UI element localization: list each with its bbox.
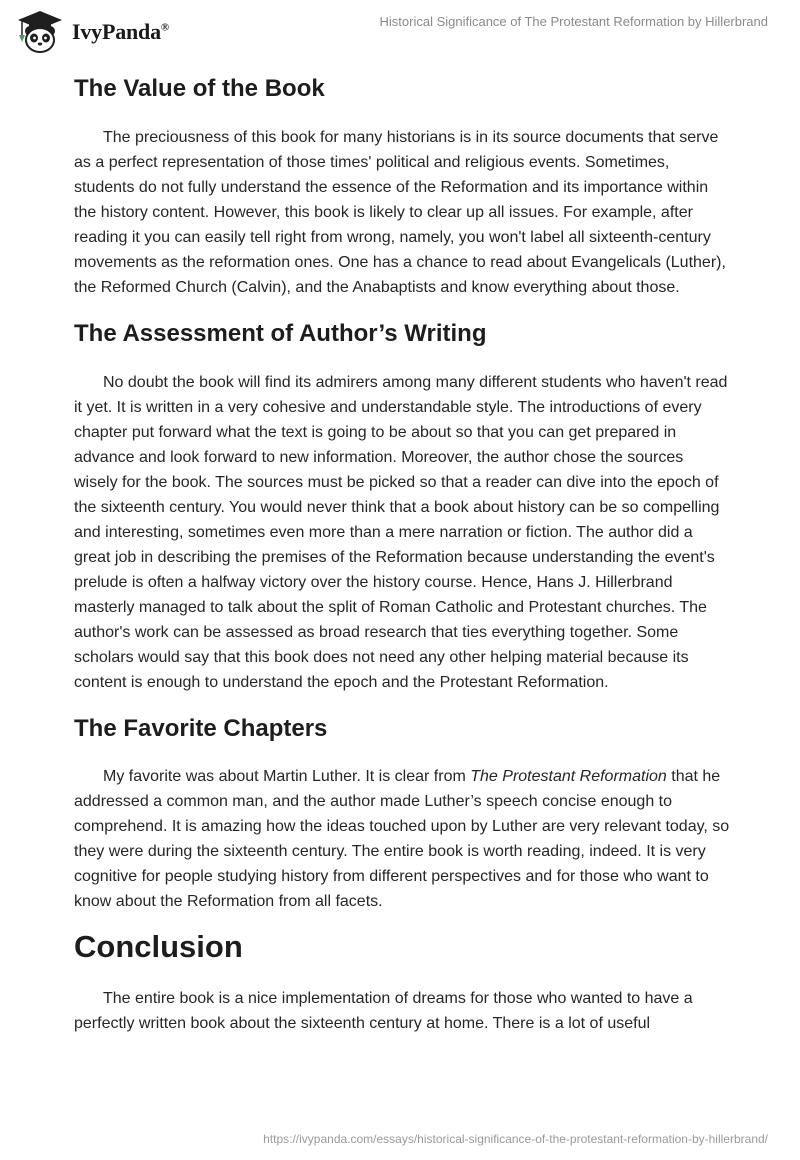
ivypanda-logo[interactable] bbox=[14, 9, 169, 55]
conclusion-heading: Conclusion bbox=[74, 929, 243, 964]
book-title: The Protestant Reformation bbox=[470, 768, 667, 785]
source-url[interactable]: https://ivypanda.com/essays/historical-significance-of-the-protestant-reformation-by-hillerbrand/ bbox=[263, 1132, 768, 1146]
section-value-of-book bbox=[74, 71, 730, 300]
document-title: Historical Significance of The Protestant Reformation by Hillerbrand bbox=[379, 14, 768, 29]
section-heading: The Value of the Book bbox=[74, 75, 325, 102]
section-conclusion bbox=[74, 926, 730, 1036]
essay-content bbox=[74, 70, 730, 1036]
section-paragraph: The preciousness of this book for many historians is in its source documents that serve as a perfect representation of those times' political and religious events. Sometimes, students do not fully understand the essence of the Reformation and its importance within the history content. However, this book is likely to clear up all issues. For example, after reading it you can easily tell right from wrong, namely, you won't label all sixteenth-century movements as the reformation ones. One has a chance to read about Evangelicals (Luther), the Reformed Church (Calvin), and the Anabaptists and know everything about those. bbox=[74, 129, 726, 296]
section-paragraph: The entire book is a nice implementation of dreams for those who wanted to have a perfectly written book about the sixteenth century at home. There is a lot of useful bbox=[74, 990, 693, 1032]
brand-name: IvyPanda® bbox=[72, 19, 169, 44]
section-paragraph: No doubt the book will find its admirers among many different students who haven't read it yet. It is written in a very cohesive and understandable style. The introductions of every chapter put forward what the text is going to be about so that you can get prepared in advance and look forward to new information. Moreover, the author chose the sources wisely for the book. The sources must be picked so that a reader can dive into the epoch of the sixteenth century. You would never think that a book about history can be so compelling and interesting, sometimes even more than a mere narration or fiction. The author did a great job in describing the premises of the Reformation because understanding the event's prelude is often a halfway victory over the history course. Hence, Hans J. Hillerbrand masterly managed to talk about the split of Roman Catholic and Protestant churches. The author's work can be assessed as broad research that ties everything together. Some scholars would say that this book does not need any other helping material because its content is enough to understand the epoch and the Protestant Reformation. bbox=[74, 374, 728, 691]
page-header bbox=[0, 0, 800, 70]
section-heading: The Favorite Chapters bbox=[74, 715, 328, 742]
paragraph-text: My favorite was about Martin Luther. It is clear from bbox=[103, 768, 471, 785]
section-paragraph bbox=[74, 764, 730, 914]
section-heading: The Assessment of Author’s Writing bbox=[74, 320, 487, 347]
paragraph-text: that he addressed a common man, and the author made Luther’s speech concise enough to comprehend. It is amazing how the ideas touched upon by Luther are very relevant today, so they were during the sixteenth century. The entire book is worth reading, indeed. It is very cognitive for people studying history from different perspectives and for those who want to know about the Reformation from all facets. bbox=[74, 768, 730, 910]
section-assessment bbox=[74, 316, 730, 695]
panda-logo-icon bbox=[14, 9, 66, 55]
section-favorite-chapters bbox=[74, 711, 730, 914]
